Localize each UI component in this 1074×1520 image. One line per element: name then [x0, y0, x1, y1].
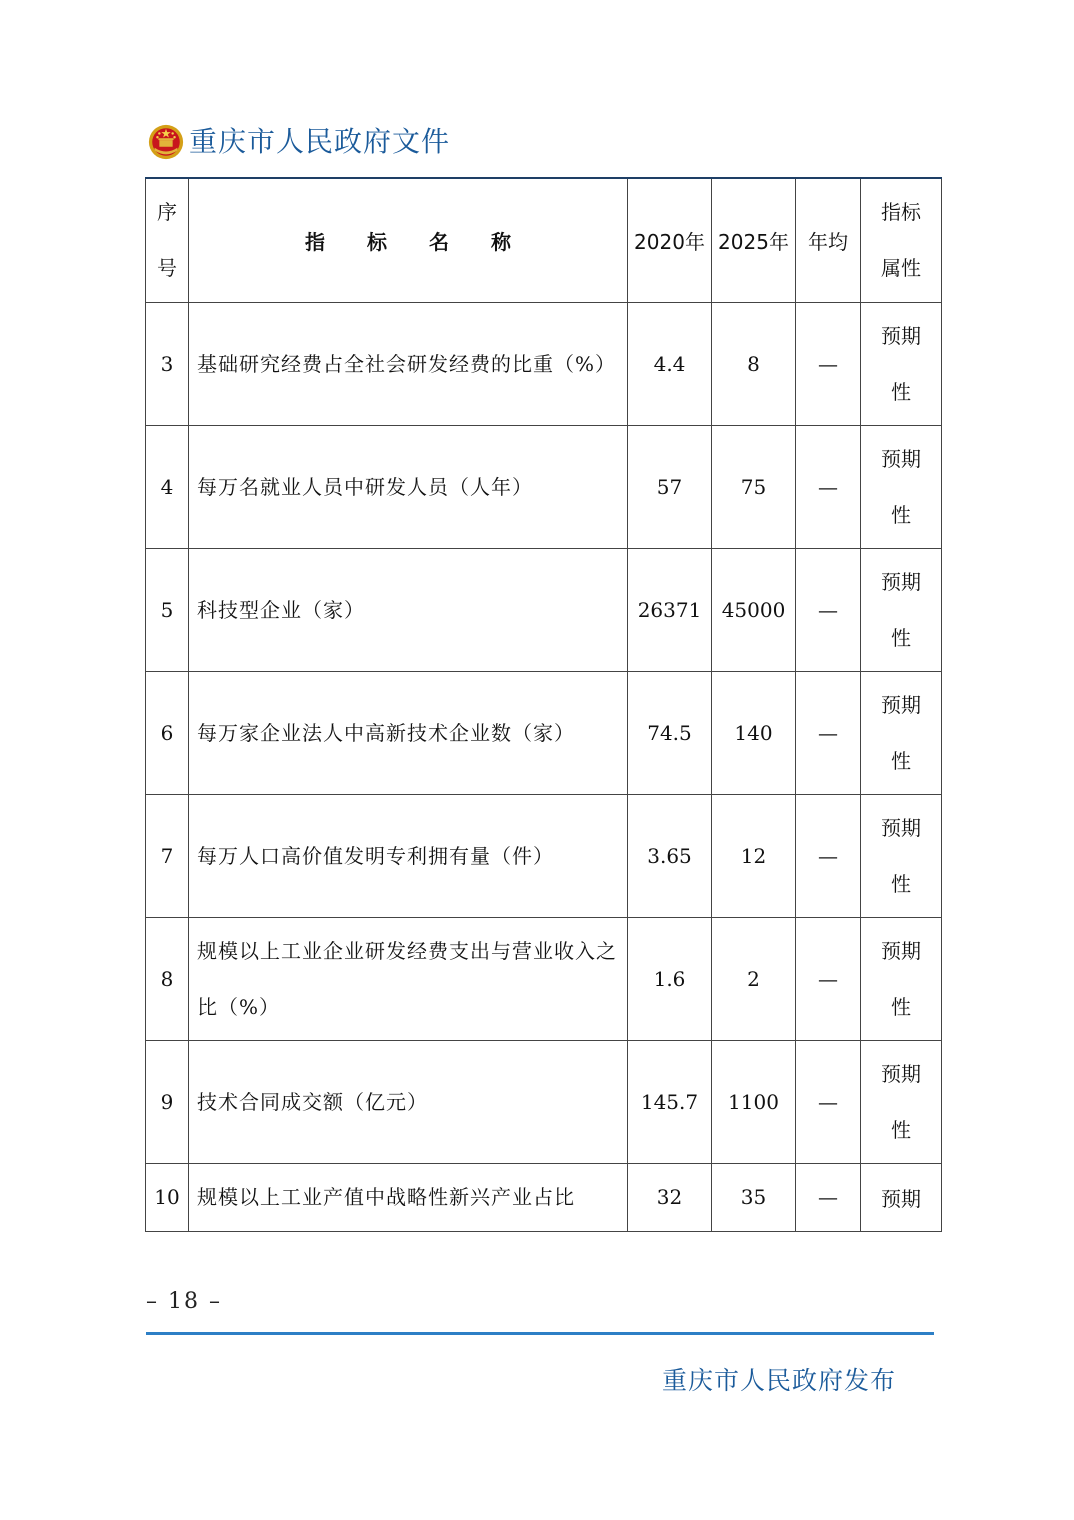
indicator-name-cell: 每万人口高价值发明专利拥有量（件）: [189, 794, 628, 917]
value-2020-cell: 1.6: [628, 917, 712, 1040]
seq-cell: 6: [146, 671, 189, 794]
value-2020-cell: 26371: [628, 548, 712, 671]
header-avg: 年均: [796, 178, 861, 302]
masthead-title: 重庆市人民政府文件: [189, 125, 451, 158]
indicator-name-cell: 科技型企业（家）: [189, 548, 628, 671]
table-row: [146, 917, 942, 1040]
attribute-cell: 预期性: [861, 425, 942, 548]
attribute-cell: 预期性: [861, 671, 942, 794]
annual-avg-cell: —: [796, 1040, 861, 1163]
value-2020-cell: 3.65: [628, 794, 712, 917]
value-2020-cell: 145.7: [628, 1040, 712, 1163]
table-header-row: [146, 178, 942, 302]
table-row: [146, 794, 942, 917]
value-2025-cell: 1100: [712, 1040, 796, 1163]
value-2025-cell: 12: [712, 794, 796, 917]
value-2020-cell: 4.4: [628, 302, 712, 425]
seq-cell: 7: [146, 794, 189, 917]
attribute-cell: 预期性: [861, 548, 942, 671]
value-2025-cell: 45000: [712, 548, 796, 671]
seq-cell: 4: [146, 425, 189, 548]
value-2025-cell: 8: [712, 302, 796, 425]
attribute-cell: 预期: [861, 1163, 942, 1231]
indicator-name-cell: 基础研究经费占全社会研发经费的比重（%）: [189, 302, 628, 425]
table-row: [146, 1163, 942, 1231]
annual-avg-cell: —: [796, 425, 861, 548]
value-2025-cell: 35: [712, 1163, 796, 1231]
national-emblem-icon: [147, 123, 185, 161]
indicator-name-cell: 规模以上工业企业研发经费支出与营业收入之比（%）: [189, 917, 628, 1040]
value-2025-cell: 140: [712, 671, 796, 794]
table-row: [146, 548, 942, 671]
indicator-table: [145, 177, 942, 1232]
attribute-cell: 预期性: [861, 794, 942, 917]
value-2025-cell: 75: [712, 425, 796, 548]
value-2025-cell: 2: [712, 917, 796, 1040]
annual-avg-cell: —: [796, 917, 861, 1040]
indicator-name-cell: 每万名就业人员中研发人员（人年）: [189, 425, 628, 548]
footer-divider: [146, 1332, 934, 1335]
footer-publisher: 重庆市人民政府发布: [662, 1366, 897, 1395]
attribute-cell: 预期性: [861, 1040, 942, 1163]
value-2020-cell: 57: [628, 425, 712, 548]
annual-avg-cell: —: [796, 1163, 861, 1231]
seq-cell: 9: [146, 1040, 189, 1163]
seq-cell: 5: [146, 548, 189, 671]
seq-cell: 10: [146, 1163, 189, 1231]
seq-cell: 8: [146, 917, 189, 1040]
annual-avg-cell: —: [796, 794, 861, 917]
value-2020-cell: 32: [628, 1163, 712, 1231]
masthead: [147, 121, 450, 163]
table-row: [146, 671, 942, 794]
annual-avg-cell: —: [796, 671, 861, 794]
value-2020-cell: 74.5: [628, 671, 712, 794]
header-name: 指标名称: [189, 178, 628, 302]
header-2020: 2020年: [628, 178, 712, 302]
indicator-name-cell: 每万家企业法人中高新技术企业数（家）: [189, 671, 628, 794]
attribute-cell: 预期性: [861, 917, 942, 1040]
header-2025: 2025年: [712, 178, 796, 302]
header-seq: 序号: [146, 178, 189, 302]
annual-avg-cell: —: [796, 548, 861, 671]
indicator-name-cell: 技术合同成交额（亿元）: [189, 1040, 628, 1163]
table-row: [146, 1040, 942, 1163]
annual-avg-cell: —: [796, 302, 861, 425]
seq-cell: 3: [146, 302, 189, 425]
page-number: – 18 –: [146, 1289, 222, 1314]
header-attr: 指标属性: [861, 178, 942, 302]
table-row: [146, 302, 942, 425]
attribute-cell: 预期性: [861, 302, 942, 425]
table-row: [146, 425, 942, 548]
indicator-name-cell: 规模以上工业产值中战略性新兴产业占比: [189, 1163, 628, 1231]
